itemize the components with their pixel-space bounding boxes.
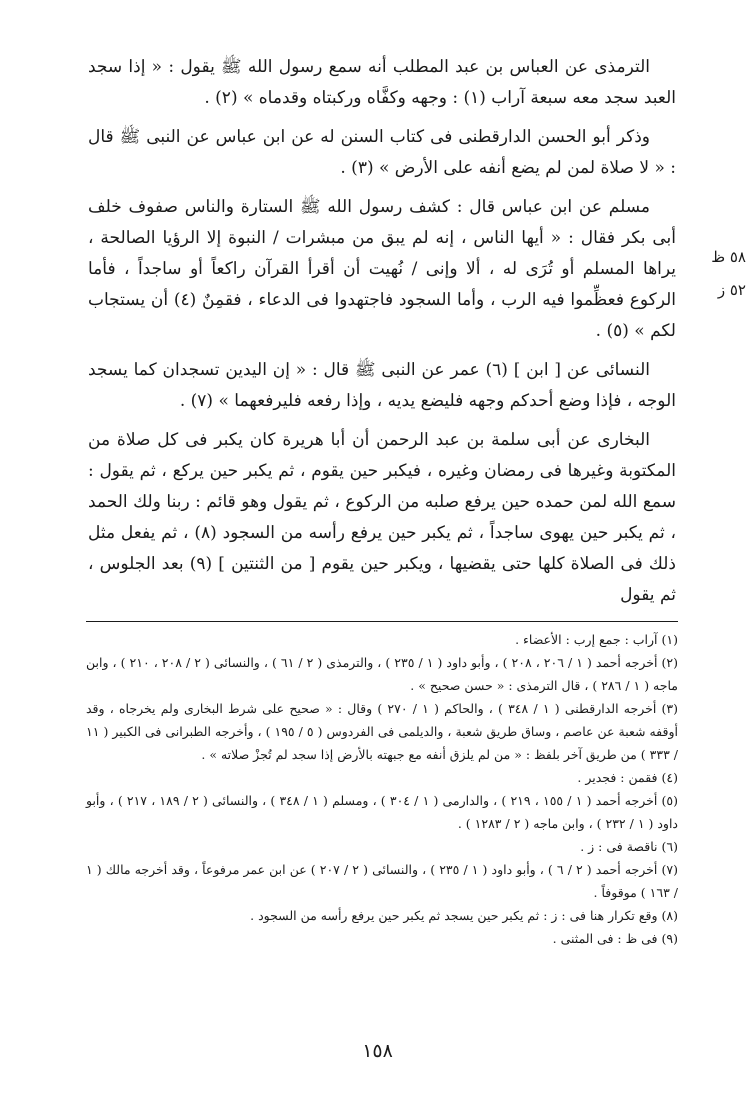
footnote-6: (٦) ناقصة فى : ز .: [580, 839, 678, 854]
footnote-8: (٨) وقع تكرار هنا فى : ز : ثم يكبر حين يسجد ثم يكبر حين يرفع رأسه من السجود .: [250, 908, 678, 923]
page-number: ١٥٨: [362, 1040, 393, 1062]
footnote-1: (١) آراب : جمع إرب : الأعضاء .: [515, 632, 678, 647]
footnote-5: (٥) أخرجه أحمد ( ١ / ١٥٥ ، ٢١٩ ) ، والدارمى ( ١ / ٣٠٤ ) ، ومسلم ( ١ / ٣٤٨ ) ، والنسائى ( ٢ / ١٨٩ ، ٢١٧ ) ، وأبو داود ( ١ / ٢٣٢ ) ، وابن ماجه ( ٢ / ١٢٨٣ ) .: [86, 793, 678, 831]
paragraph-nasai: النسائى عن [ ابن ] (٦) عمر عن النبى ﷺ قال : « إن اليدين تسجدان كما يسجد الوجه ، فإذا وضع أحدكم وجهه فليضع يديه ، وإذا رفعه فليرفعهما » (٧) .: [88, 360, 676, 411]
paragraph-bukhari: البخارى عن أبى سلمة بن عبد الرحمن أن أبا هريرة كان يكبر فى كل صلاة من المكتوبة وغيرها فى رمضان وغيره ، فيكبر حين يقوم ، ثم يكبر حين يركع ، ثم يقول : سمع الله لمن حمده حين يرفع صلبه من الركوع ، ثم يقول وهو قائم : ربنا ولك الحمد ، ثم يكبر حين يهوى ساجداً ، ثم يكبر حين يرفع رأسه من السجود (٨) ، ثم يفعل مثل ذلك فى الصلاة كلها حتى يقضيها ، ويكبر حين يقوم [ من الثنتين ] (٩) بعد الجلوس ، ثم يقول: [88, 430, 677, 605]
footnote-separator: [86, 621, 678, 622]
margin-note-zah: ٥٨ ظ: [711, 248, 746, 266]
footnote-3: (٣) أخرجه الدارقطنى ( ١ / ٣٤٨ ) ، والحاكم ( ١ / ٢٧٠ ) وقال : « صحيح على شرط البخارى ولم يخرجاه ، وقد أوقفه شعبة عن عاصم ، وساق طريق شعبة ، والديلمى فى الفردوس ( ٥ / ١٩٥ ) ، وأخرجه الطبرانى فى الكبير ( ١١ / ٣٣٣ ) من طريق آخر بلفظ : « من لم يلزق أنفه مع جبهته بالأرض إذا سجد لم تُجزْ صلاته » .: [86, 701, 678, 762]
paragraph-tirmidhi: الترمذى عن العباس بن عبد المطلب أنه سمع رسول الله ﷺ يقول : « إذا سجد العبد سجد معه سبعة آراب (١) : وجهه وكفَّاه وركبتاه وقدماه » (٢) .: [88, 57, 676, 108]
main-text: [88, 52, 676, 619]
paragraph-daraqutni: وذكر أبو الحسن الدارقطنى فى كتاب السنن له عن ابن عباس عن النبى ﷺ قال : « لا صلاة لمن لم يضع أنفه على الأرض » (٣) .: [88, 127, 676, 178]
footnote-2: (٢) أخرجه أحمد ( ١ / ٢٠٦ ، ٢٠٨ ) ، وأبو داود ( ١ / ٢٣٥ ) ، والترمذى ( ٢ / ٦١ ) ، والنسائى ( ٢ / ٢٠٨ ، ٢١٠ ) ، وابن ماجه ( ١ / ٢٨٦ ) ، قال الترمذى : « حسن صحيح » .: [86, 655, 678, 693]
footnote-9: (٩) فى ظ : فى المثنى .: [552, 931, 678, 946]
margin-note-zay: ٥٢ ز: [717, 281, 746, 299]
paragraph-muslim: مسلم عن ابن عباس قال : كشف رسول الله ﷺ الستارة والناس صفوف خلف أبى بكر فقال : « أيها الناس ، إنه لم يبق من مبشرات / النبوة إلا الرؤيا الصالحة ، يراها المسلم أو تُرَى له ، ألا وإنى / نُهيت أن أقرأ القرآن راكعاً أو ساجداً ، فأما الركوع فعظِّموا فيه الرب ، وأما السجود فاجتهدوا فى الدعاء ، فقمِنٌ (٤) أن يستجاب لكم » (٥) .: [88, 197, 676, 341]
footnote-7: (٧) أخرجه أحمد ( ٢ / ٦ ) ، وأبو داود ( ١ / ٢٣٥ ) ، والنسائى ( ٢ / ٢٠٧ ) عن ابن عمر مرفوعاً ، وقد أخرجه مالك ( ١ / ١٦٣ ) موقوفاً .: [86, 862, 678, 900]
footnote-4: (٤) فقمن : فجدير .: [577, 770, 678, 785]
footnotes: [86, 628, 678, 950]
